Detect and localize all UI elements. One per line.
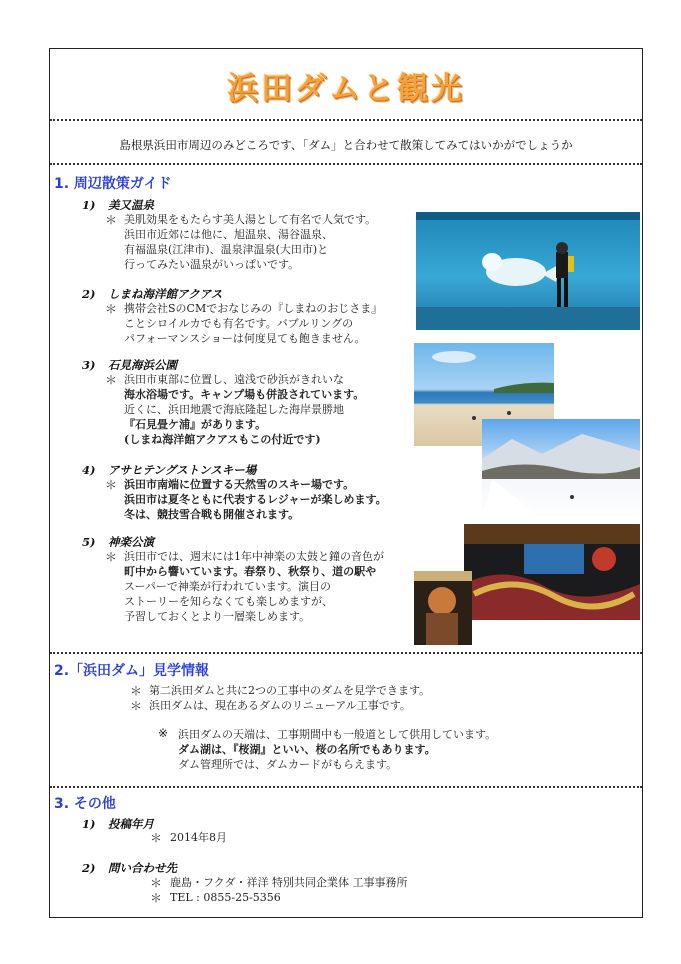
- dam-info-line: 浜田ダムは、現在あるダムのリニューアル工事です。: [149, 699, 411, 712]
- bullet-mark: ＊: [150, 831, 163, 845]
- divider: [50, 652, 642, 654]
- guide-item-heading: 5) 神楽公演: [82, 535, 154, 549]
- guide-item-heading: 2) しまね海洋館アクアス: [82, 287, 223, 301]
- divider: [50, 119, 642, 121]
- bullet-mark: ＊: [130, 684, 143, 698]
- guide-item-heading: 3) 石見海浜公園: [82, 358, 177, 372]
- contact-office: 鹿島・フクダ・祥洋 特別共同企業体 工事事務所: [170, 876, 408, 889]
- bullet-mark: ＊: [105, 213, 118, 227]
- dam-note: 浜田ダムの天端は、工事期間中も一般道として供用しています。 ダム湖は、『桜湖』といい、桜の名所でもあります。 ダム管理所では、ダムカードがもらえます。: [178, 728, 497, 771]
- bullet-mark: ＊: [105, 373, 118, 387]
- divider: [50, 163, 642, 165]
- section-heading-guide: 1. 周辺散策ガイド: [54, 176, 172, 192]
- aquarium-photo: [416, 212, 640, 330]
- guide-item-text: 浜田市南端に位置する天然雪のスキー場です。 浜田市は夏冬ともに代表するレジャーが楽しめます。 冬は、競技雪合戦も開催されます。: [124, 478, 387, 521]
- other-item-heading: 2) 問い合わせ先: [82, 861, 177, 875]
- guide-item-heading: 4) アサヒテングストンスキー場: [82, 463, 257, 477]
- page-title: 浜田ダムと観光: [227, 71, 465, 107]
- guide-item-text: 携帯会社SのCMでおなじみの『しまねのおじさま』 ことシロイルカでも有名です。バブルリングの パフォーマンスショーは何度見ても飽きません。: [124, 302, 383, 345]
- bullet-mark: ＊: [150, 876, 163, 890]
- bullet-mark: ＊: [105, 550, 118, 564]
- posted-date: 2014年8月: [170, 831, 227, 844]
- page-subtitle: 島根県浜田市周辺のみどころです、「ダム」と合わせて散策してみてはいかがでしょうか: [119, 138, 573, 152]
- document-frame: [49, 48, 643, 918]
- bullet-mark: ＊: [105, 478, 118, 492]
- guide-item-text: 浜田市東部に位置し、遠浅で砂浜がきれいな 海水浴場です。キャンプ場も併設されています。 近くに、浜田地震で海底隆起した海岸景勝地 『石見畳ケ浦』があります。 (しまね海洋館アクアスもこの付近です): [124, 373, 365, 446]
- ski-photo: [482, 419, 640, 519]
- kagura-stage-photo: [464, 524, 640, 620]
- dam-info-line: 第二浜田ダムと共に2つの工事中のダムを見学できます。: [149, 684, 431, 697]
- bullet-mark: ＊: [105, 302, 118, 316]
- section-heading-dam: 2.「浜田ダム」見学情報: [54, 663, 210, 679]
- section-heading-other: 3. その他: [54, 796, 116, 812]
- guide-item-heading: 1) 美又温泉: [82, 198, 154, 212]
- note-mark: ※: [158, 726, 169, 740]
- other-item-heading: 1) 投稿年月: [82, 817, 154, 831]
- bullet-mark: ＊: [150, 891, 163, 905]
- guide-item-text: 美肌効果をもたらす美人湯として有名で人気です。 浜田市近郊には他に、旭温泉、湯谷温泉、 有福温泉(江津市)、温泉津温泉(大田市)と 行ってみたい温泉がいっぱいです。: [124, 213, 377, 271]
- divider: [50, 786, 642, 788]
- kagura-dancer-photo: [414, 571, 472, 645]
- guide-item-text: 浜田市では、週末には1年中神楽の太鼓と鐘の音色が 町中から響いています。春祭り、秋祭り、道の駅や スーパーで神楽が行われています。演目の ストーリーを知らなくても楽しめますが、 予習しておくとより一層楽しめます。: [124, 550, 384, 623]
- bullet-mark: ＊: [130, 699, 143, 713]
- contact-phone: TEL : 0855-25-5356: [170, 891, 281, 904]
